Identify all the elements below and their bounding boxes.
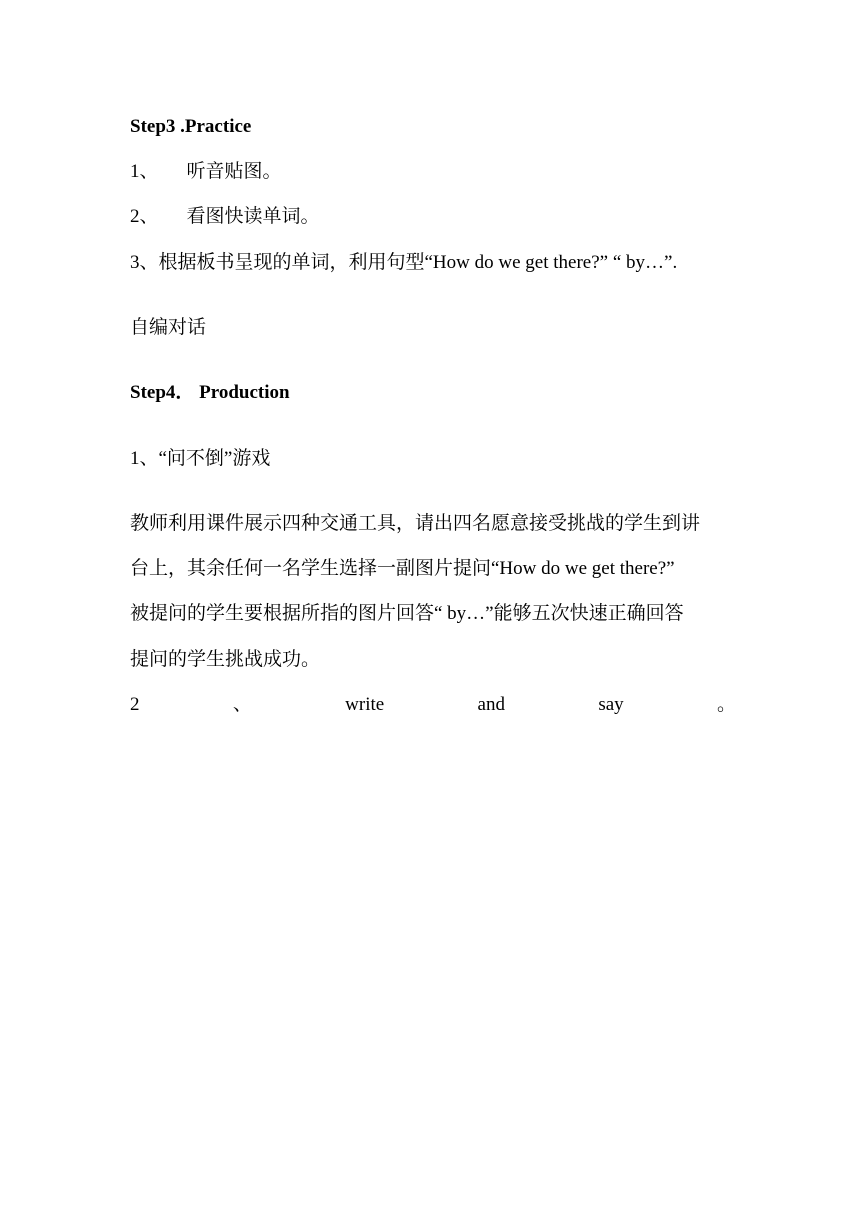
step3-item-1-text: 听音贴图。 [186,161,282,182]
step4-item-1-title: 1、“问不倒”游戏 [130,448,271,469]
step3-item-2 [130,204,320,230]
step4-item-2-part: 、 [232,694,252,715]
step4-paragraph-line-2: 台上，其余任何一名学生选择一副图片提问“How do we get there?” [130,558,675,579]
step4-heading: Step4． Production [130,382,290,403]
step4-paragraph-line-1: 教师利用课件展示四种交通工具，请出四名愿意接受挑战的学生到讲 [130,513,701,534]
step3-item-3: 3、根据板书呈现的单词，利用句型“How do we get there?” “ by…”. [130,252,678,273]
step4-item-2-part: 2 [130,694,140,715]
step4-paragraph-line-4: 提问的学生挑战成功。 [130,649,321,670]
step4-paragraph-line-3: 被提问的学生要根据所指的图片回答“ by…”能够五次快速正确回答 [130,603,684,624]
step3-item-2-number: 2、 [130,206,159,227]
step4-item-2 [130,692,736,718]
step4-item-2-part: say [598,694,624,715]
step4-item-2-part: write [345,694,385,715]
step4-item-2-part: 。 [716,694,736,715]
step3-item-2-text: 看图快读单词。 [186,206,320,227]
step4-item-2-part: and [477,694,505,715]
step3-item-3-continued: 自编对话 [130,317,207,338]
step3-heading: Step3 .Practice [130,116,252,137]
step3-item-1 [130,159,282,185]
step3-item-1-number: 1、 [130,161,159,182]
